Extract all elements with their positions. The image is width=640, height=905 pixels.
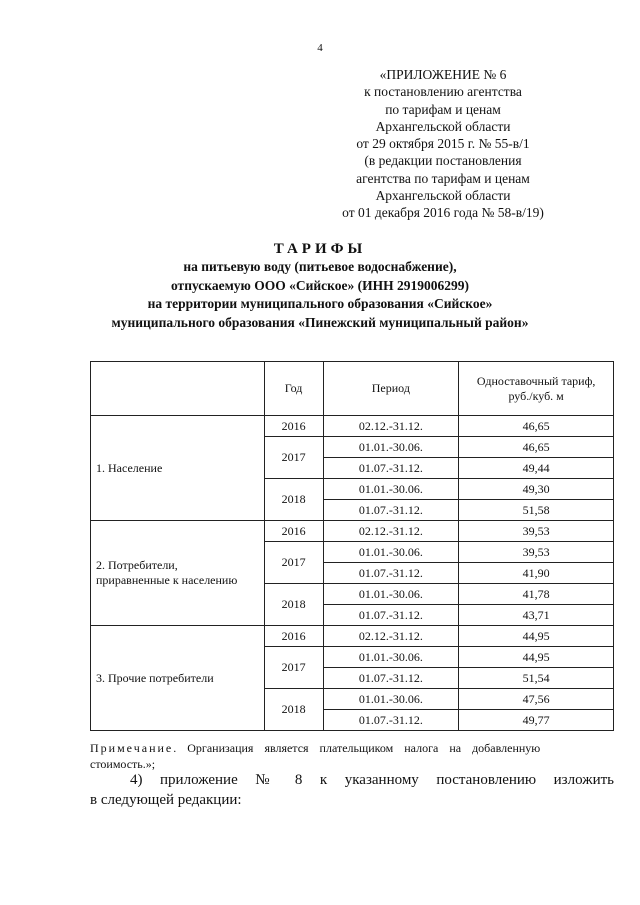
heading-line: муниципального образования «Пинежский муниципальный район» [111,314,529,330]
header-year: Год [264,362,323,416]
period-cell: 01.01.-30.06. [323,584,459,605]
appendix-line: от 29 октября 2015 г. № 55-в/1 [356,136,530,152]
table-header-row [91,362,614,416]
amendment-line: в следующей редакции: [90,792,242,808]
year-cell: 2018 [264,479,323,521]
appendix-line: от 01 декабря 2016 года № 58-в/19) [342,205,544,221]
period-cell: 02.12.-31.12. [323,626,459,647]
category-label: приравненные к населению [96,573,238,587]
rate-cell: 41,78 [459,584,614,605]
year-cell: 2017 [264,647,323,689]
heading-title: ТАРИФЫ [273,241,367,257]
rate-cell: 47,56 [459,689,614,710]
note-label: Примечание. [90,741,179,755]
rate-cell: 39,53 [459,521,614,542]
header-rate-line: руб./куб. м [508,388,564,403]
appendix-header [318,66,568,222]
rate-cell: 44,95 [459,647,614,668]
category-cell [91,521,265,626]
rate-cell: 46,65 [459,437,614,458]
period-cell: 01.07.-31.12. [323,458,459,479]
category-cell [91,416,265,521]
appendix-line: к постановлению агентства [364,84,522,100]
period-cell: 01.07.-31.12. [323,668,459,689]
period-cell: 01.01.-30.06. [323,647,459,668]
rate-cell: 43,71 [459,605,614,626]
heading-line: на питьевую воду (питьевое водоснабжение), [183,259,457,274]
rate-cell: 49,30 [459,479,614,500]
rate-cell: 49,44 [459,458,614,479]
appendix-line: по тарифам и ценам [385,101,501,117]
header-category [91,362,265,416]
table-row [91,521,614,542]
rate-cell: 39,53 [459,542,614,563]
period-cell: 01.01.-30.06. [323,479,459,500]
period-cell: 01.01.-30.06. [323,689,459,710]
year-cell: 2017 [264,437,323,479]
year-cell: 2016 [264,521,323,542]
appendix-line: (в редакции постановления [364,153,522,169]
period-cell: 01.07.-31.12. [323,710,459,731]
heading-line: на территории муниципального образования «Сийское» [147,296,493,311]
rate-cell: 46,65 [459,416,614,437]
year-cell: 2018 [264,584,323,626]
period-cell: 02.12.-31.12. [323,416,459,437]
table-row [91,416,614,437]
category-label: 3. Прочие потребители [96,670,214,685]
page-number: 4 [317,42,323,54]
rate-cell: 44,95 [459,626,614,647]
period-cell: 01.01.-30.06. [323,542,459,563]
header-period: Период [323,362,459,416]
appendix-line: агентства по тарифам и ценам [356,170,530,186]
year-cell: 2017 [264,542,323,584]
appendix-line: Архангельской области [375,118,511,134]
rate-cell: 51,58 [459,500,614,521]
header-rate-line: Одноставочный тариф, [476,373,596,388]
period-cell: 01.07.-31.12. [323,500,459,521]
period-cell: 02.12.-31.12. [323,521,459,542]
amendment-paragraph [90,770,614,810]
table-row [91,626,614,647]
period-cell: 01.01.-30.06. [323,437,459,458]
rate-cell: 49,77 [459,710,614,731]
appendix-line: Архангельской области [375,188,511,204]
tariff-table [90,361,614,731]
appendix-line: «ПРИЛОЖЕНИЕ № 6 [379,67,507,82]
year-cell: 2016 [264,416,323,437]
rate-cell: 51,54 [459,668,614,689]
category-cell [91,626,265,731]
year-cell: 2018 [264,689,323,731]
heading-line: отпускаемую ООО «Сийское» (ИНН 2919006299) [170,277,470,293]
header-rate [459,362,614,416]
rate-cell: 41,90 [459,563,614,584]
category-label: 2. Потребители, [96,558,178,572]
note [90,740,614,772]
document-heading [0,240,640,332]
amendment-line: 4) приложение № 8 к указанному постановлению изложить [130,772,614,788]
period-cell: 01.07.-31.12. [323,563,459,584]
period-cell: 01.07.-31.12. [323,605,459,626]
year-cell: 2016 [264,626,323,647]
note-text: Организация является плательщиком налога на добавленную стоимость.»; [90,741,541,771]
category-label: 1. Население [96,460,163,475]
